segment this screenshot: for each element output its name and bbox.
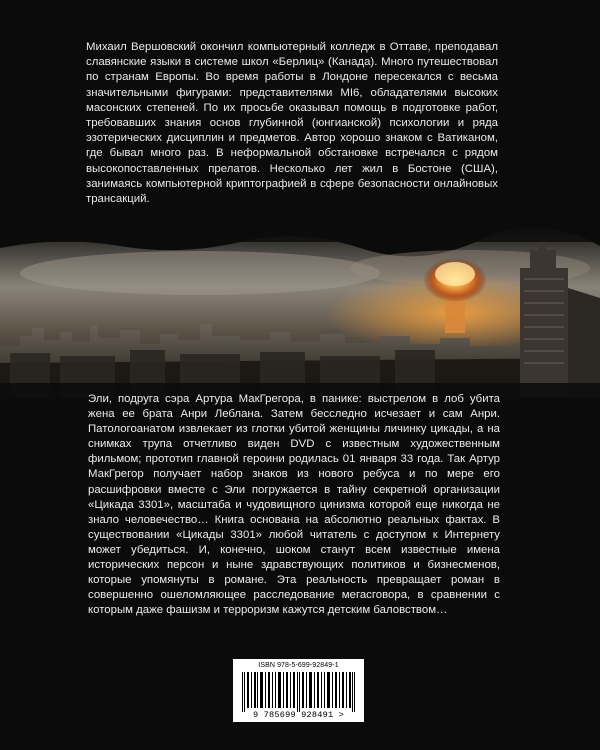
book-synopsis-paragraph: Эли, подруга сэра Артура МакГрегора, в панике: выстрелом в лоб убита жена ее брата Анри Леблана. Затем бесследно исчезает и сам Анри. Патологоанатом извлекает из глотки убитой женщины личинку цикады, а на снимках трупа отчетливо виден DVD с известным художественным фильмом; прототип главной героини родилась 01 января 33 года. Так Артур МакГрегор получает набор знаков из нового ребуса и по мере его расшифровки вместе с Эли погружается в тайну секретной организации «Цикада 3301», масштаба и чудовищного цинизма которой еще никогда не знало человечество… Книга основана на абсолютно реальных фактах. В существовании «Цикады 3301» любой читатель с доступом к Интернету может убедиться. И, конечно, шоком станут всем известные имена исторических персон и ныне здравствующих политиков и бизнесменов, которые упомянуты в романе. Эта реальность превращает роман в совершенно ошеломляющее расследование мегасговора, в сравнении с которым даже фашизм и терроризм кажутся детским баловством… [88, 393, 500, 617]
author-bio-paragraph: Михаил Вершовский окончил компьютерный колледж в Оттаве, преподавал славянские языки в системе школ «Берлиц» (Канада). Много путешествовал по странам Европы. Во время работы в Лондоне пересекался с весьма значительными фигурами: представителями MI6, обладателями высоких масонских степеней. По их просьбе оказывал помощь в подготовке работ, требовавших знания основ глубинной (юнгианской) психологии и ряда эзотерических дисциплин и предметов. Автор хорошо знаком с Ватиканом, где бывал много раз. В неформальной обстановке встречался с рядом высокопоставленных прелатов. Несколько лет жил в Бостоне (США), занимаясь компьютерной криптографией в сфере безопасности онлайновых трансакций. [86, 41, 498, 206]
isbn-barcode [233, 659, 364, 722]
nuclear-city-scene-image [0, 228, 600, 398]
isbn-label: ISBN 978-5-699-92849-1 [258, 662, 339, 669]
barcode-digits: 9 785699 928491 > [252, 710, 345, 720]
barcode-bars [242, 672, 355, 712]
